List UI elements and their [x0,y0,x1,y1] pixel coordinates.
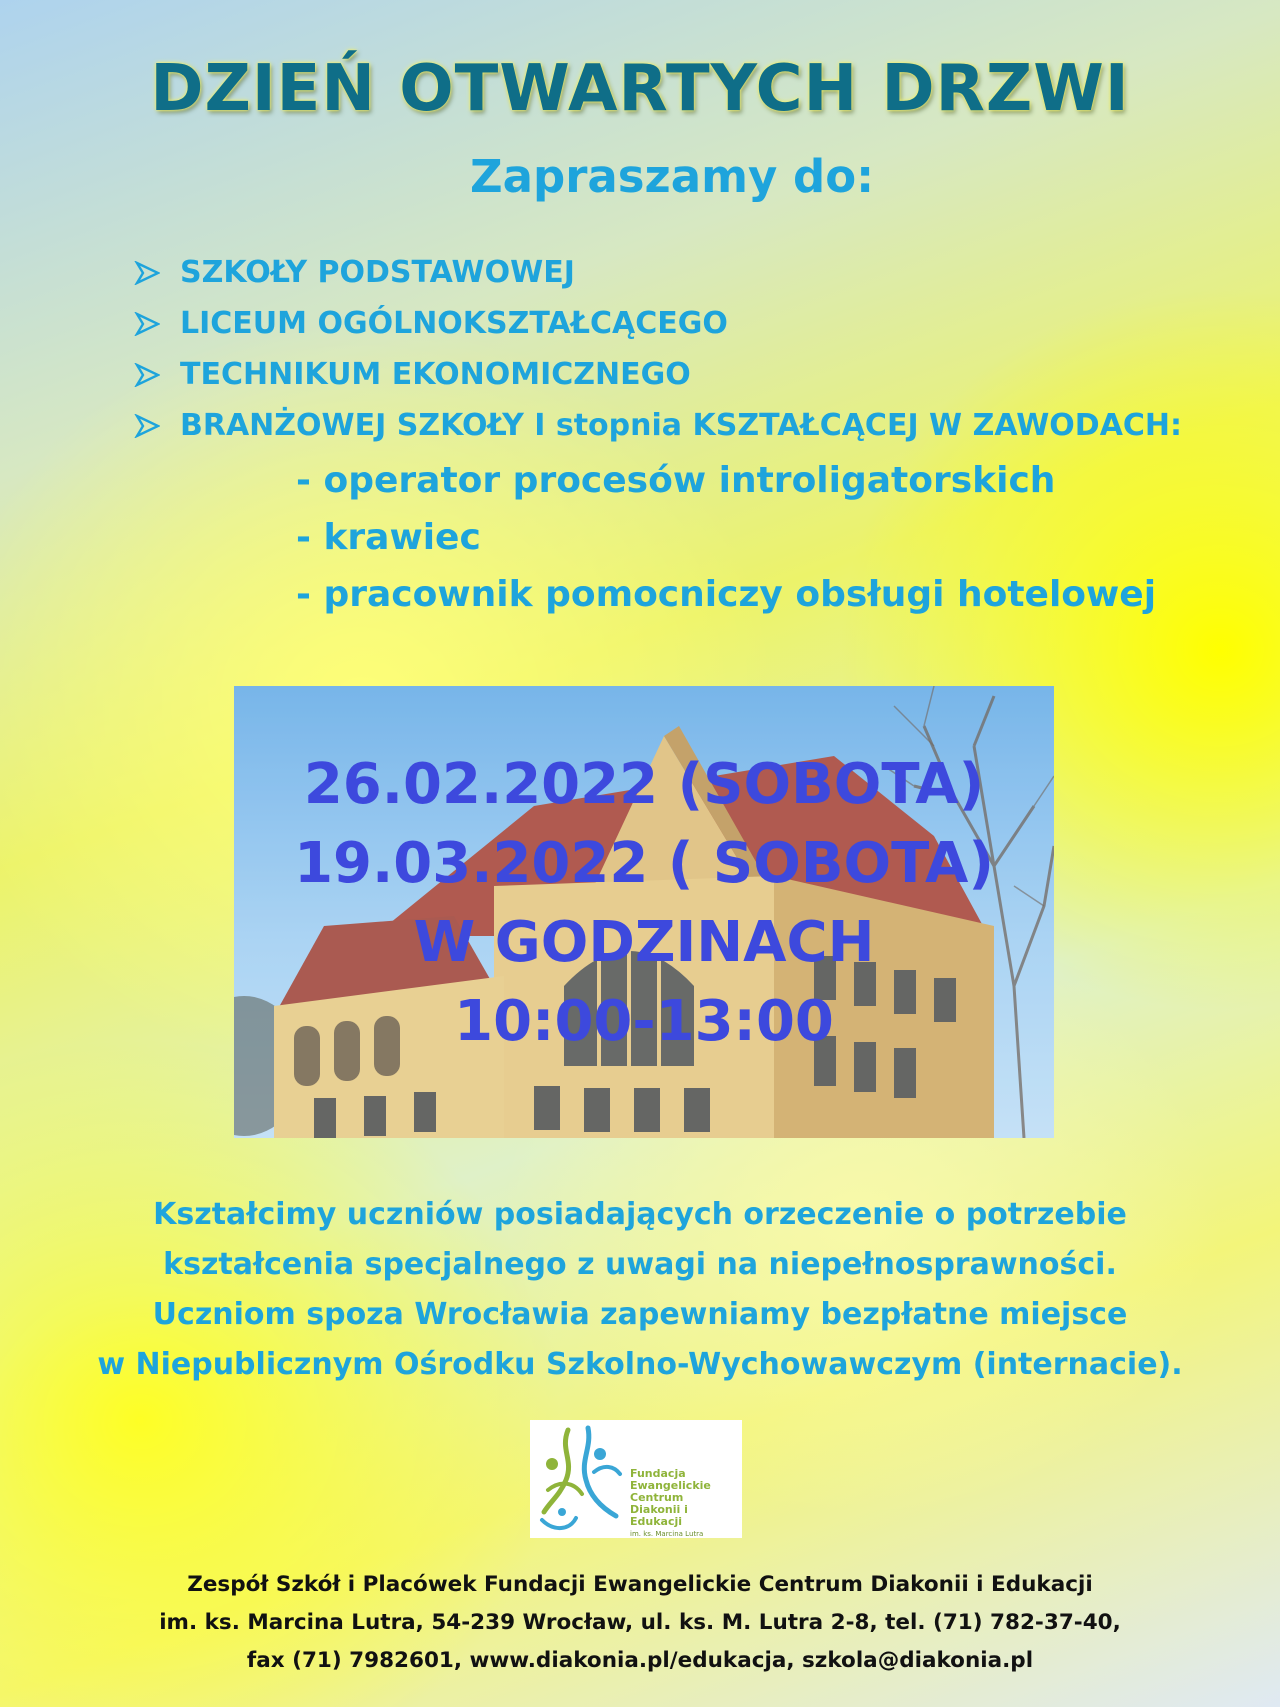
info-paragraph [0,1190,1280,1390]
event-date-1: 26.02.2022 (SOBOTA) [303,752,985,817]
list-item [134,400,1182,451]
logo-line: Ewangelickie Centrum [630,1479,711,1504]
invitation-subtitle: Zapraszamy do: [470,150,875,203]
program-label: LICEUM OGÓLNOKSZTAŁCĄCEGO [180,306,728,341]
logo-text [630,1468,742,1540]
profession-item: - operator procesów introligatorskich [296,460,1056,501]
profession-item: - krawiec [296,517,481,558]
list-item [134,298,1182,349]
logo-figures-icon [530,1420,630,1538]
program-label: SZKOŁY PODSTAWOWEJ [180,255,575,290]
list-item [134,349,1182,400]
footer-line: fax (71) 7982601, www.diakonia.pl/edukacja, szkola@diakonia.pl [246,1648,1034,1673]
info-line: kształcenia specjalnego z uwagi na niepełnosprawności. [163,1247,1117,1282]
event-hours: 10:00-13:00 [454,989,834,1054]
arrow-bullet-icon [134,260,162,286]
program-label: TECHNIKUM EKONOMICZNEGO [180,357,691,392]
logo-line: im. ks. Marcina Lutra [630,1530,704,1538]
list-item [134,247,1182,298]
profession-item: - pracownik pomocniczy obsługi hotelowej [296,574,1157,615]
footer-line: Zespół Szkół i Placówek Fundacji Ewangelickie Centrum Diakonii i Edukacji [187,1572,1093,1597]
professions-list [296,452,1156,623]
program-label: BRANŻOWEJ SZKOŁY I stopnia KSZTAŁCĄCEJ W ZAWODACH: [180,408,1183,443]
arrow-bullet-icon [134,362,162,388]
event-dates [234,745,1054,1061]
foundation-logo [530,1420,742,1538]
contact-footer [0,1566,1280,1680]
logo-line: Diakonii i Edukacji [630,1503,688,1528]
info-line: Kształcimy uczniów posiadających orzeczenie o potrzebie [153,1197,1127,1232]
logo-line: Fundacja [630,1467,686,1480]
footer-line: im. ks. Marcina Lutra, 54-239 Wrocław, ul. ks. M. Lutra 2-8, tel. (71) 782-37-40, [159,1610,1121,1635]
info-line: Uczniom spoza Wrocławia zapewniamy bezpłatne miejsce [152,1297,1128,1332]
hours-label: W GODZINACH [413,910,875,975]
school-programs-list [134,247,1182,451]
event-date-2: 19.03.2022 ( SOBOTA) [294,831,994,896]
poster-title: DZIEŃ OTWARTYCH DRZWI [150,52,1130,126]
arrow-bullet-icon [134,311,162,337]
arrow-bullet-icon [134,413,162,439]
info-line: w Niepublicznym Ośrodku Szkolno-Wychowawczym (internacie). [97,1347,1183,1382]
